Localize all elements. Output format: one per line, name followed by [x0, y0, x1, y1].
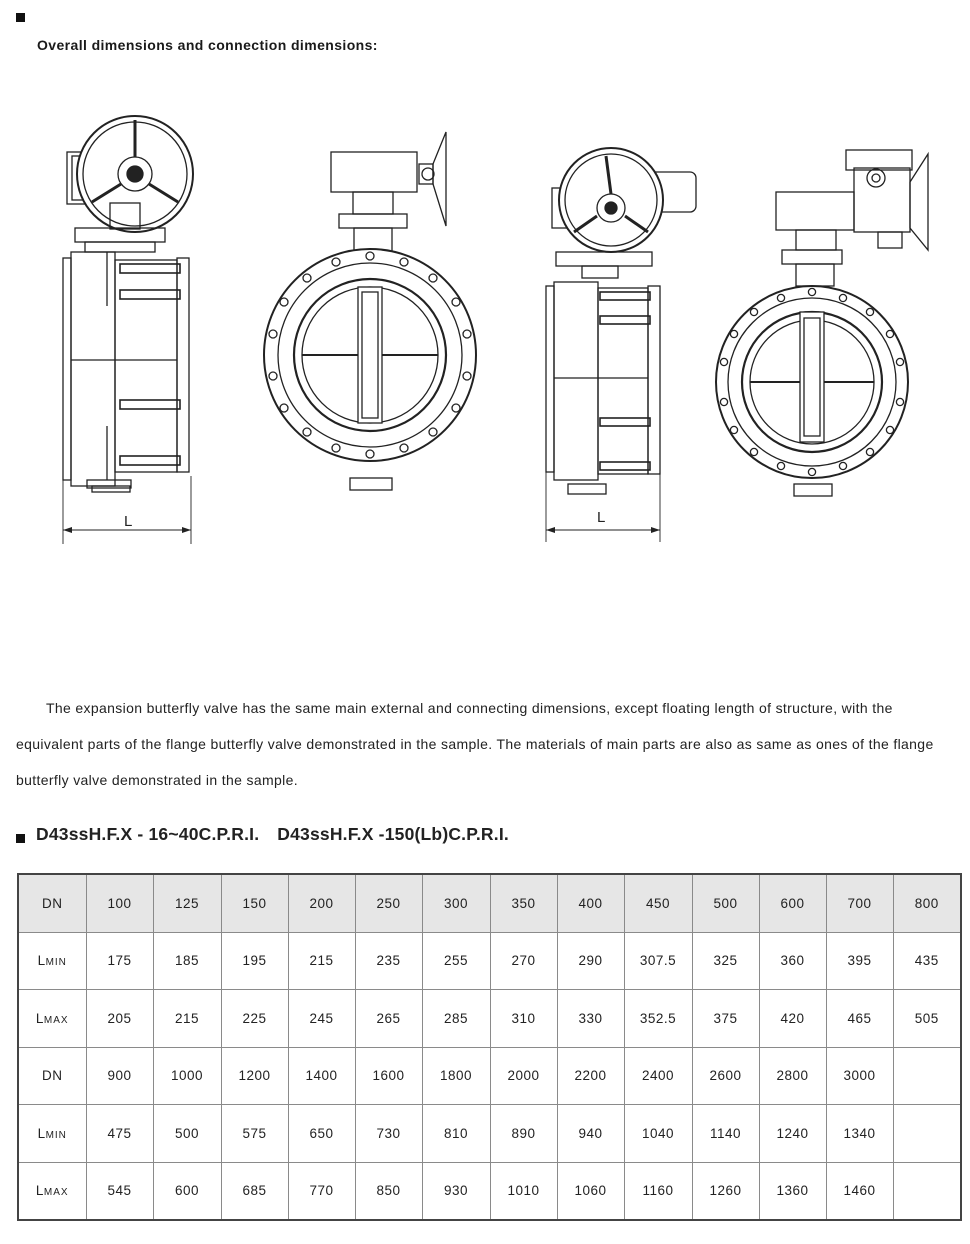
row-label: DN: [18, 1047, 86, 1105]
table-row: [18, 1105, 961, 1163]
table-cell: 600: [759, 874, 826, 932]
table-cell: 290: [557, 932, 624, 990]
table-cell: 770: [288, 1162, 355, 1220]
description-paragraph: The expansion butterfly valve has the same main external and connecting dimensions, except floating length of structure, with the equivalent parts of the flange butterfly valve demonstrated in the sample. The materials of main parts are also as same as ones of the flange butterfly valve demonstrated in the sample.: [16, 700, 934, 788]
table-cell: 245: [288, 990, 355, 1048]
table-cell: 545: [86, 1162, 153, 1220]
table-cell: 195: [221, 932, 288, 990]
table-cell: 2800: [759, 1047, 826, 1105]
table-cell: 285: [422, 990, 490, 1048]
table-row: [18, 932, 961, 990]
valve-front-view-electric: [716, 150, 928, 496]
table-cell: 500: [153, 1105, 221, 1163]
table-cell: 215: [288, 932, 355, 990]
table-cell: 435: [893, 932, 961, 990]
table-cell: 730: [355, 1105, 422, 1163]
table-cell: 205: [86, 990, 153, 1048]
table-cell: 375: [692, 990, 759, 1048]
table-cell: 475: [86, 1105, 153, 1163]
table-row: [18, 990, 961, 1048]
valve-side-view-electric: [546, 148, 696, 542]
table-cell: 450: [624, 874, 692, 932]
table-cell: 125: [153, 874, 221, 932]
table-row: [18, 1162, 961, 1220]
table-cell: 1600: [355, 1047, 422, 1105]
table-cell: 1040: [624, 1105, 692, 1163]
valve-drawings: [0, 60, 970, 560]
dimensions-table: [17, 873, 962, 1221]
table-cell: 505: [893, 990, 961, 1048]
model-name-1: D43ssH.F.X - 16~40C.P.R.I.: [36, 824, 260, 844]
row-label: DN: [18, 874, 86, 932]
dimension-label-l-1: L: [124, 513, 133, 530]
table-cell: 600: [153, 1162, 221, 1220]
table-cell: 200: [288, 874, 355, 932]
model-heading: [36, 824, 509, 845]
table-cell: 100: [86, 874, 153, 932]
table-cell: 325: [692, 932, 759, 990]
row-label: LMAX: [18, 1162, 86, 1220]
table-cell: 930: [422, 1162, 490, 1220]
table-cell: 1400: [288, 1047, 355, 1105]
table-cell: 215: [153, 990, 221, 1048]
table-cell: 255: [422, 932, 490, 990]
table-cell: 395: [826, 932, 893, 990]
table-cell: 850: [355, 1162, 422, 1220]
table-cell: [893, 1047, 961, 1105]
table-cell: 1260: [692, 1162, 759, 1220]
section-bullet-top: [16, 13, 25, 22]
dimension-label-l-2: L: [597, 509, 606, 526]
table-cell: 2600: [692, 1047, 759, 1105]
table-row: [18, 874, 961, 932]
table-cell: 225: [221, 990, 288, 1048]
table-cell: 235: [355, 932, 422, 990]
valve-side-view-handwheel: [63, 116, 193, 544]
table-cell: 890: [490, 1105, 557, 1163]
table-cell: 1000: [153, 1047, 221, 1105]
table-cell: 800: [893, 874, 961, 932]
table-cell: 685: [221, 1162, 288, 1220]
table-cell: 940: [557, 1105, 624, 1163]
table-cell: [893, 1105, 961, 1163]
table-cell: 270: [490, 932, 557, 990]
valve-front-view-gearbox: [264, 132, 476, 490]
table-cell: 300: [422, 874, 490, 932]
model-heading-bullet: [16, 834, 25, 843]
table-cell: 500: [692, 874, 759, 932]
table-cell: 1240: [759, 1105, 826, 1163]
table-cell: 185: [153, 932, 221, 990]
table-cell: 1160: [624, 1162, 692, 1220]
table-cell: 575: [221, 1105, 288, 1163]
table-cell: 2400: [624, 1047, 692, 1105]
table-cell: 330: [557, 990, 624, 1048]
table-cell: 1460: [826, 1162, 893, 1220]
section-title: Overall dimensions and connection dimensions:: [37, 37, 378, 53]
table-cell: 900: [86, 1047, 153, 1105]
table-cell: 1360: [759, 1162, 826, 1220]
table-cell: 250: [355, 874, 422, 932]
table-cell: 1010: [490, 1162, 557, 1220]
table-cell: 310: [490, 990, 557, 1048]
table-cell: 350: [490, 874, 557, 932]
table-cell: 465: [826, 990, 893, 1048]
table-cell: 700: [826, 874, 893, 932]
table-cell: 3000: [826, 1047, 893, 1105]
table-cell: 1340: [826, 1105, 893, 1163]
row-label: LMAX: [18, 990, 86, 1048]
table-cell: 1140: [692, 1105, 759, 1163]
table-cell: 420: [759, 990, 826, 1048]
table-cell: 150: [221, 874, 288, 932]
table-cell: 1800: [422, 1047, 490, 1105]
table-cell: 1060: [557, 1162, 624, 1220]
table-cell: 307.5: [624, 932, 692, 990]
row-label: LMIN: [18, 932, 86, 990]
table-cell: 175: [86, 932, 153, 990]
table-row: [18, 1047, 961, 1105]
table-cell: 265: [355, 990, 422, 1048]
table-cell: 360: [759, 932, 826, 990]
table-cell: 400: [557, 874, 624, 932]
table-cell: 1200: [221, 1047, 288, 1105]
table-cell: 810: [422, 1105, 490, 1163]
table-cell: [893, 1162, 961, 1220]
table-cell: 2200: [557, 1047, 624, 1105]
table-cell: 650: [288, 1105, 355, 1163]
table-cell: 352.5: [624, 990, 692, 1048]
row-label: LMIN: [18, 1105, 86, 1163]
model-name-2: D43ssH.F.X -150(Lb)C.P.R.I.: [277, 824, 509, 844]
table-cell: 2000: [490, 1047, 557, 1105]
